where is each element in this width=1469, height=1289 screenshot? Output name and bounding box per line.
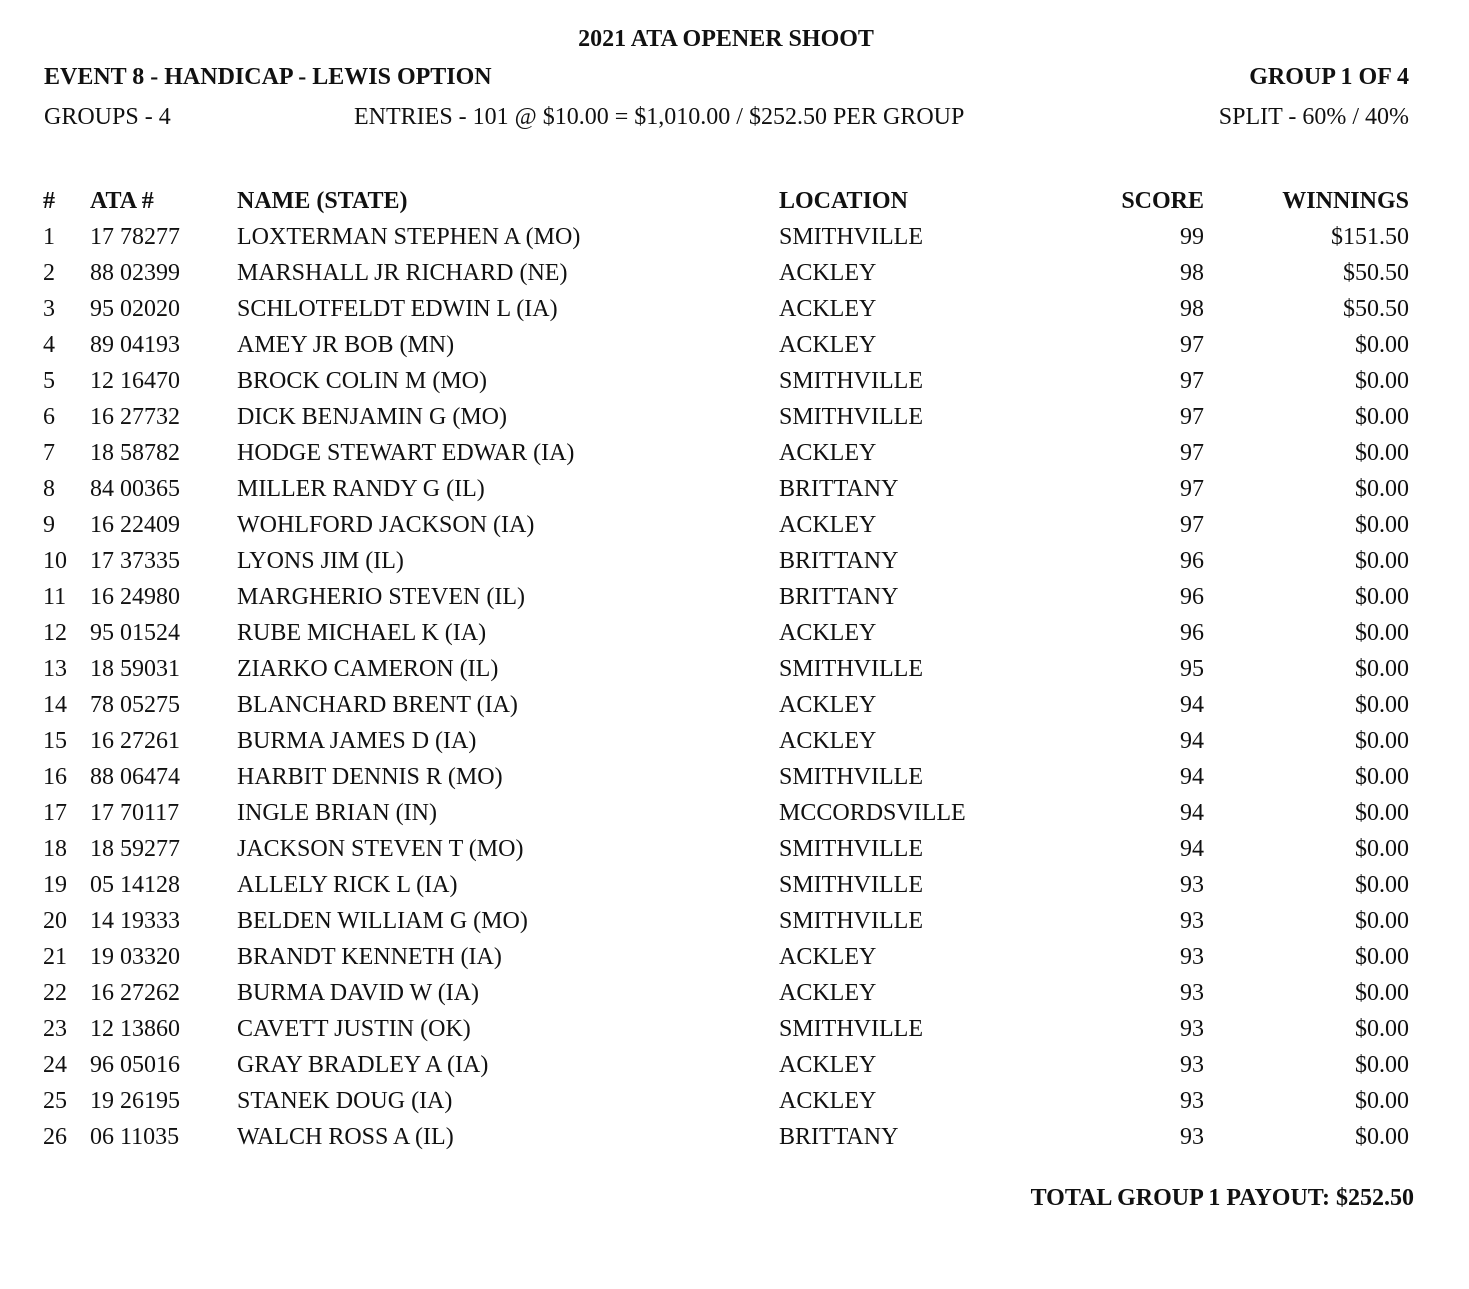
cell-score: 97 <box>1180 440 1204 466</box>
table-row <box>0 366 1469 402</box>
cell-number: 17 <box>43 800 67 826</box>
cell-ata-number: 78 05275 <box>90 692 180 718</box>
cell-name: ZIARKO CAMERON (IL) <box>237 656 499 682</box>
cell-location: BRITTANY <box>779 1124 899 1150</box>
cell-location: ACKLEY <box>779 512 877 538</box>
cell-number: 11 <box>43 584 67 610</box>
cell-score: 97 <box>1180 476 1204 502</box>
cell-score: 95 <box>1180 656 1204 682</box>
cell-name: BURMA JAMES D (IA) <box>237 728 477 754</box>
cell-winnings: $0.00 <box>1355 872 1409 898</box>
document-title: 2021 ATA OPENER SHOOT <box>578 26 874 52</box>
table-row <box>0 1122 1469 1158</box>
cell-winnings: $0.00 <box>1355 728 1409 754</box>
cell-location: ACKLEY <box>779 728 877 754</box>
cell-score: 96 <box>1180 584 1204 610</box>
cell-number: 5 <box>43 368 55 394</box>
cell-number: 2 <box>43 260 55 286</box>
table-row <box>0 582 1469 618</box>
cell-number: 21 <box>43 944 67 970</box>
cell-location: SMITHVILLE <box>779 368 923 394</box>
cell-number: 12 <box>43 620 67 646</box>
cell-number: 4 <box>43 332 55 358</box>
cell-winnings: $0.00 <box>1355 368 1409 394</box>
table-row <box>0 402 1469 438</box>
table-row <box>0 618 1469 654</box>
cell-winnings: $0.00 <box>1355 764 1409 790</box>
cell-name: GRAY BRADLEY A (IA) <box>237 1052 489 1078</box>
cell-winnings: $0.00 <box>1355 1052 1409 1078</box>
table-row <box>0 654 1469 690</box>
cell-score: 93 <box>1180 1088 1204 1114</box>
cell-winnings: $0.00 <box>1355 512 1409 538</box>
cell-winnings: $0.00 <box>1355 1124 1409 1150</box>
cell-number: 3 <box>43 296 55 322</box>
table-row <box>0 978 1469 1014</box>
cell-winnings: $0.00 <box>1355 1016 1409 1042</box>
cell-winnings: $0.00 <box>1355 836 1409 862</box>
cell-winnings: $0.00 <box>1355 620 1409 646</box>
table-row <box>0 222 1469 258</box>
cell-score: 93 <box>1180 872 1204 898</box>
cell-ata-number: 16 27732 <box>90 404 180 430</box>
entries-summary: ENTRIES - 101 @ $10.00 = $1,010.00 / $252.50 PER GROUP <box>354 104 965 130</box>
cell-number: 25 <box>43 1088 67 1114</box>
column-header-location: LOCATION <box>779 188 908 214</box>
table-row <box>0 546 1469 582</box>
cell-ata-number: 95 02020 <box>90 296 180 322</box>
cell-name: STANEK DOUG (IA) <box>237 1088 453 1114</box>
cell-number: 16 <box>43 764 67 790</box>
cell-score: 98 <box>1180 296 1204 322</box>
cell-location: ACKLEY <box>779 296 877 322</box>
cell-name: LYONS JIM (IL) <box>237 548 404 574</box>
cell-name: DICK BENJAMIN G (MO) <box>237 404 507 430</box>
table-row <box>0 906 1469 942</box>
cell-location: ACKLEY <box>779 260 877 286</box>
cell-name: BURMA DAVID W (IA) <box>237 980 480 1006</box>
cell-ata-number: 05 14128 <box>90 872 180 898</box>
cell-number: 15 <box>43 728 67 754</box>
cell-ata-number: 19 03320 <box>90 944 180 970</box>
cell-number: 14 <box>43 692 67 718</box>
cell-ata-number: 17 78277 <box>90 224 180 250</box>
cell-name: HODGE STEWART EDWAR (IA) <box>237 440 575 466</box>
cell-location: ACKLEY <box>779 332 877 358</box>
cell-winnings: $0.00 <box>1355 656 1409 682</box>
cell-number: 9 <box>43 512 55 538</box>
table-row <box>0 726 1469 762</box>
cell-ata-number: 18 59031 <box>90 656 180 682</box>
cell-score: 99 <box>1180 224 1204 250</box>
cell-name: BROCK COLIN M (MO) <box>237 368 488 394</box>
cell-ata-number: 18 58782 <box>90 440 180 466</box>
cell-ata-number: 88 06474 <box>90 764 180 790</box>
cell-number: 8 <box>43 476 55 502</box>
cell-location: ACKLEY <box>779 1088 877 1114</box>
table-row <box>0 762 1469 798</box>
cell-score: 97 <box>1180 332 1204 358</box>
table-row <box>0 510 1469 546</box>
table-body <box>0 222 1469 1158</box>
table-row <box>0 258 1469 294</box>
table-row <box>0 690 1469 726</box>
table-row <box>0 1014 1469 1050</box>
cell-winnings: $0.00 <box>1355 1088 1409 1114</box>
cell-score: 94 <box>1180 836 1204 862</box>
split-info: SPLIT - 60% / 40% <box>1218 104 1409 130</box>
cell-ata-number: 84 00365 <box>90 476 180 502</box>
cell-name: BELDEN WILLIAM G (MO) <box>237 908 528 934</box>
cell-ata-number: 16 27261 <box>90 728 180 754</box>
cell-ata-number: 95 01524 <box>90 620 180 646</box>
column-header-number: # <box>43 188 55 214</box>
cell-location: SMITHVILLE <box>779 764 923 790</box>
cell-name: LOXTERMAN STEPHEN A (MO) <box>237 224 581 250</box>
cell-score: 93 <box>1180 980 1204 1006</box>
groups-count: GROUPS - 4 <box>44 104 171 130</box>
cell-ata-number: 17 70117 <box>90 800 180 826</box>
results-table <box>0 186 1469 1158</box>
cell-location: MCCORDSVILLE <box>779 800 966 826</box>
column-header-name: NAME (STATE) <box>237 188 408 214</box>
cell-location: ACKLEY <box>779 692 877 718</box>
cell-winnings: $0.00 <box>1355 548 1409 574</box>
cell-number: 10 <box>43 548 67 574</box>
cell-number: 23 <box>43 1016 67 1042</box>
cell-location: BRITTANY <box>779 476 899 502</box>
cell-ata-number: 16 22409 <box>90 512 180 538</box>
cell-number: 20 <box>43 908 67 934</box>
cell-name: WALCH ROSS A (IL) <box>237 1124 454 1150</box>
cell-name: RUBE MICHAEL K (IA) <box>237 620 487 646</box>
cell-ata-number: 16 24980 <box>90 584 180 610</box>
cell-ata-number: 96 05016 <box>90 1052 180 1078</box>
total-payout: TOTAL GROUP 1 PAYOUT: $252.50 <box>1030 1185 1414 1211</box>
cell-name: CAVETT JUSTIN (OK) <box>237 1016 471 1042</box>
cell-score: 94 <box>1180 764 1204 790</box>
cell-name: ALLELY RICK L (IA) <box>237 872 458 898</box>
cell-location: ACKLEY <box>779 944 877 970</box>
event-heading: EVENT 8 - HANDICAP - LEWIS OPTION <box>44 64 492 90</box>
cell-number: 19 <box>43 872 67 898</box>
cell-location: ACKLEY <box>779 980 877 1006</box>
table-row <box>0 438 1469 474</box>
cell-winnings: $151.50 <box>1331 224 1409 250</box>
cell-location: SMITHVILLE <box>779 224 923 250</box>
cell-winnings: $0.00 <box>1355 476 1409 502</box>
cell-number: 7 <box>43 440 55 466</box>
cell-winnings: $0.00 <box>1355 440 1409 466</box>
table-row <box>0 1050 1469 1086</box>
cell-name: BRANDT KENNETH (IA) <box>237 944 502 970</box>
cell-winnings: $0.00 <box>1355 980 1409 1006</box>
column-header-winnings: WINNINGS <box>1282 188 1409 214</box>
cell-score: 96 <box>1180 548 1204 574</box>
cell-winnings: $50.50 <box>1343 260 1409 286</box>
cell-location: ACKLEY <box>779 620 877 646</box>
cell-winnings: $0.00 <box>1355 908 1409 934</box>
cell-winnings: $0.00 <box>1355 404 1409 430</box>
table-row <box>0 870 1469 906</box>
cell-number: 18 <box>43 836 67 862</box>
cell-score: 98 <box>1180 260 1204 286</box>
cell-name: MARSHALL JR RICHARD (NE) <box>237 260 568 286</box>
cell-name: MARGHERIO STEVEN (IL) <box>237 584 525 610</box>
cell-number: 24 <box>43 1052 67 1078</box>
cell-name: HARBIT DENNIS R (MO) <box>237 764 503 790</box>
cell-score: 97 <box>1180 512 1204 538</box>
cell-score: 97 <box>1180 368 1204 394</box>
cell-score: 93 <box>1180 1016 1204 1042</box>
cell-ata-number: 17 37335 <box>90 548 180 574</box>
cell-ata-number: 88 02399 <box>90 260 180 286</box>
group-indicator: GROUP 1 OF 4 <box>1249 64 1409 90</box>
cell-number: 6 <box>43 404 55 430</box>
cell-number: 22 <box>43 980 67 1006</box>
cell-winnings: $0.00 <box>1355 332 1409 358</box>
cell-ata-number: 14 19333 <box>90 908 180 934</box>
cell-name: JACKSON STEVEN T (MO) <box>237 836 524 862</box>
cell-ata-number: 12 16470 <box>90 368 180 394</box>
cell-winnings: $0.00 <box>1355 944 1409 970</box>
cell-score: 93 <box>1180 1124 1204 1150</box>
table-row <box>0 1086 1469 1122</box>
cell-score: 93 <box>1180 944 1204 970</box>
cell-winnings: $0.00 <box>1355 800 1409 826</box>
table-row <box>0 474 1469 510</box>
cell-name: SCHLOTFELDT EDWIN L (IA) <box>237 296 558 322</box>
cell-name: AMEY JR BOB (MN) <box>237 332 455 358</box>
table-row <box>0 330 1469 366</box>
cell-ata-number: 16 27262 <box>90 980 180 1006</box>
cell-location: BRITTANY <box>779 584 899 610</box>
table-row <box>0 942 1469 978</box>
cell-name: INGLE BRIAN (IN) <box>237 800 437 826</box>
table-row <box>0 834 1469 870</box>
cell-number: 1 <box>43 224 55 250</box>
cell-score: 94 <box>1180 728 1204 754</box>
cell-winnings: $0.00 <box>1355 584 1409 610</box>
cell-location: SMITHVILLE <box>779 1016 923 1042</box>
cell-location: SMITHVILLE <box>779 872 923 898</box>
column-header-score: SCORE <box>1121 188 1204 214</box>
cell-name: BLANCHARD BRENT (IA) <box>237 692 518 718</box>
cell-name: MILLER RANDY G (IL) <box>237 476 485 502</box>
cell-location: SMITHVILLE <box>779 404 923 430</box>
cell-score: 93 <box>1180 908 1204 934</box>
cell-ata-number: 89 04193 <box>90 332 180 358</box>
cell-ata-number: 06 11035 <box>90 1124 180 1150</box>
cell-score: 94 <box>1180 800 1204 826</box>
cell-location: SMITHVILLE <box>779 836 923 862</box>
cell-name: WOHLFORD JACKSON (IA) <box>237 512 535 538</box>
cell-location: ACKLEY <box>779 1052 877 1078</box>
cell-location: BRITTANY <box>779 548 899 574</box>
cell-score: 96 <box>1180 620 1204 646</box>
cell-winnings: $50.50 <box>1343 296 1409 322</box>
cell-location: ACKLEY <box>779 440 877 466</box>
table-row <box>0 798 1469 834</box>
cell-score: 93 <box>1180 1052 1204 1078</box>
cell-number: 26 <box>43 1124 67 1150</box>
cell-location: SMITHVILLE <box>779 908 923 934</box>
table-row <box>0 294 1469 330</box>
cell-location: SMITHVILLE <box>779 656 923 682</box>
cell-ata-number: 12 13860 <box>90 1016 180 1042</box>
cell-winnings: $0.00 <box>1355 692 1409 718</box>
cell-ata-number: 18 59277 <box>90 836 180 862</box>
cell-score: 97 <box>1180 404 1204 430</box>
cell-score: 94 <box>1180 692 1204 718</box>
cell-number: 13 <box>43 656 67 682</box>
table-header-row <box>0 186 1469 222</box>
cell-ata-number: 19 26195 <box>90 1088 180 1114</box>
column-header-ata: ATA # <box>90 188 154 214</box>
